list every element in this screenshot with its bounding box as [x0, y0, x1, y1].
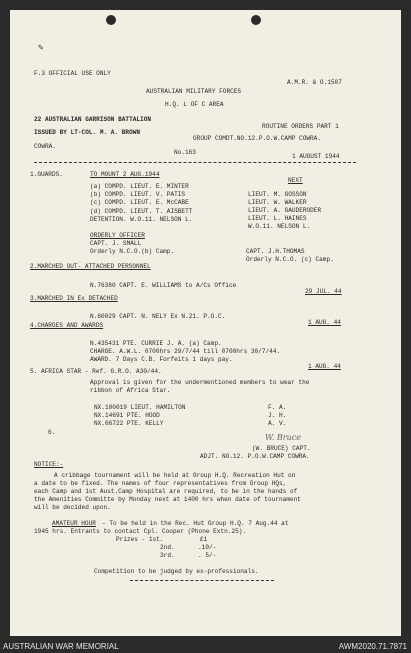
member-initials: J. H.: [268, 412, 287, 419]
divider: [34, 162, 356, 163]
prizes-label: Prizes - 1st.: [116, 536, 164, 543]
prize-place: 3rd.: [160, 552, 175, 559]
order-number: No.163: [174, 149, 196, 156]
member-initials: A. V.: [268, 420, 287, 427]
item2-text: N.76380 CAPT. E. WILLIAMS to A/Cs Office: [90, 282, 237, 289]
item4-line: CHARGE. A.W.L. 0700hrs 29/7/44 till 0700hrs 30/7/44.: [90, 348, 281, 355]
guard-left: (d) COMPD. LIEUT. T. AISBETT: [90, 208, 193, 215]
guard-right: LIEUT. L. HAINES: [248, 215, 307, 222]
amateur-judged: Competition to be judged by ex-professionals.: [94, 568, 259, 575]
orderly-heading: ORDERLY OFFICER: [90, 232, 145, 239]
item2-date: 29 JUL. 44: [305, 288, 342, 295]
area-title: H.Q. L OF C AREA: [165, 101, 224, 108]
item3-text: N.60029 CAPT. N. NELY Ex N.21. P.O.C.: [90, 313, 226, 320]
org-title: AUSTRALIAN MILITARY FORCES: [146, 88, 242, 95]
footer-institution: AUSTRALIAN WAR MEMORIAL: [3, 642, 119, 651]
item4-heading: 4.CHARGES AND AWARDS: [30, 322, 104, 329]
prize-amount: . 5/-: [198, 552, 217, 559]
orderly-nco: Orderly N.C.O.(b) Camp.: [90, 248, 175, 255]
item3-heading: 3.MARCHED IN Ex DETACHED: [30, 295, 118, 302]
notice-heading: NOTICE:-: [34, 461, 64, 468]
prize-amount: .10/-: [198, 544, 217, 551]
issued-by: ISSUED BY LT-COL. M. A. BROWN: [34, 129, 141, 136]
prize-place: 2nd.: [160, 544, 175, 551]
guards-next: NEXT: [288, 177, 303, 184]
divider: [130, 580, 274, 581]
signature-title: ADJT. NO.12. P.O.W.CAMP COWRA.: [200, 453, 310, 460]
amateur-heading: AMATEUR HOUR: [52, 520, 96, 527]
signature-handwriting: W. Bruce: [265, 433, 301, 442]
item2-heading: 2.MARCHED OUT- ATTACHED PERSONNEL: [30, 263, 151, 270]
item5-heading: 5. AFRICA STAR - Ref. G.R.O. A30/44.: [30, 368, 162, 375]
amateur-line: - To be held in the Rec. Hut Group H.Q. 7 Aug.44 at: [102, 520, 289, 527]
member-initials: F. A.: [268, 404, 287, 411]
guard-right: LIEUT. M. GOSSON: [248, 191, 307, 198]
form-number: A.M.R. & O.1587: [287, 79, 342, 86]
signature-name: (W. BRUCE) CAPT.: [252, 445, 311, 452]
pen-mark: ✎: [38, 43, 44, 53]
guards-mount: TO MOUNT 2 AUG.1944: [90, 171, 160, 178]
member-name: NX.14691 PTE. HOOD: [94, 412, 160, 419]
guard-right: LIEUT. A. GAUDERODER: [248, 207, 322, 214]
guard-left: (a) COMPD. LIEUT. E. MINTER: [90, 183, 189, 190]
item5-text: Approval is given for the undermentioned members to wear the: [90, 379, 310, 386]
orderly-next-officer: CAPT. J.H.THOMAS: [246, 248, 305, 255]
guard-left: DETENTION. W.O.11. NELSON L.: [90, 216, 193, 223]
routine-orders: ROUTINE ORDERS PART 1: [262, 123, 339, 130]
item4-line: N.435431 PTE. CURRIE J. A. (a) Camp.: [90, 340, 222, 347]
orderly-officer: CAPT. J. SMALL: [90, 240, 142, 247]
notice-line: a date to be fixed. The names of four representatives from Group HQs,: [34, 480, 287, 487]
item5-text: ribbon of Africa Star.: [90, 387, 171, 394]
place: COWRA.: [34, 143, 56, 150]
order-date: 1 AUGUST 1944: [292, 153, 340, 160]
amateur-line: 1945 hrs. Entrants to contact Cpl. Cooper (Phone Extn.25).: [34, 528, 247, 535]
guards-heading: 1.GUARDS.: [30, 171, 63, 178]
group-comdt: GROUP COMDT.NO.12.P.O.W.CAMP COWRA.: [193, 135, 321, 142]
prize-amount: £1: [200, 536, 208, 543]
classification: F.3 OFFICIAL USE ONLY: [34, 70, 111, 77]
punch-hole: [251, 15, 261, 25]
item4-date: 1 AUG. 44: [308, 363, 341, 370]
member-name: NX.66722 PTE. KELLY: [94, 420, 164, 427]
guard-right: LIEUT. W. WALKER: [248, 199, 307, 206]
guard-right: W.O.11. NELSON L.: [248, 223, 311, 230]
item3-date: 1 AUG. 44: [308, 319, 341, 326]
item4-line: AWARD. 7 Days C.B. Forfeits 1 days pay.: [90, 356, 233, 363]
member-name: NX.100019 LIEUT. HAMILTON: [94, 404, 186, 411]
notice-line: A cribbage tournament will be held at Group H.Q. Recreation Hut on: [54, 472, 296, 479]
guard-left: (c) COMPD. LIEUT. E. McCABE: [90, 199, 189, 206]
footer-accession: AWM2020.71.7871: [338, 642, 407, 651]
item6-number: 6.: [48, 429, 56, 436]
notice-line: will be decided upon.: [34, 504, 111, 511]
orderly-next-nco: Orderly N.C.O. (c) Camp.: [246, 256, 334, 263]
notice-line: each Camp and 1st Aust.Camp Hospital are required, to be in the hands of: [34, 488, 298, 495]
punch-hole: [106, 15, 116, 25]
guard-left: (b) COMPD. LIEUT. V. PATIS: [90, 191, 186, 198]
battalion-title: 22 AUSTRALIAN GARRISON BATTALION: [34, 116, 152, 123]
notice-line: the Amenities Committe by Monday next at 1400 hrs when date of tournament: [34, 496, 301, 503]
archive-footer: [0, 640, 411, 653]
